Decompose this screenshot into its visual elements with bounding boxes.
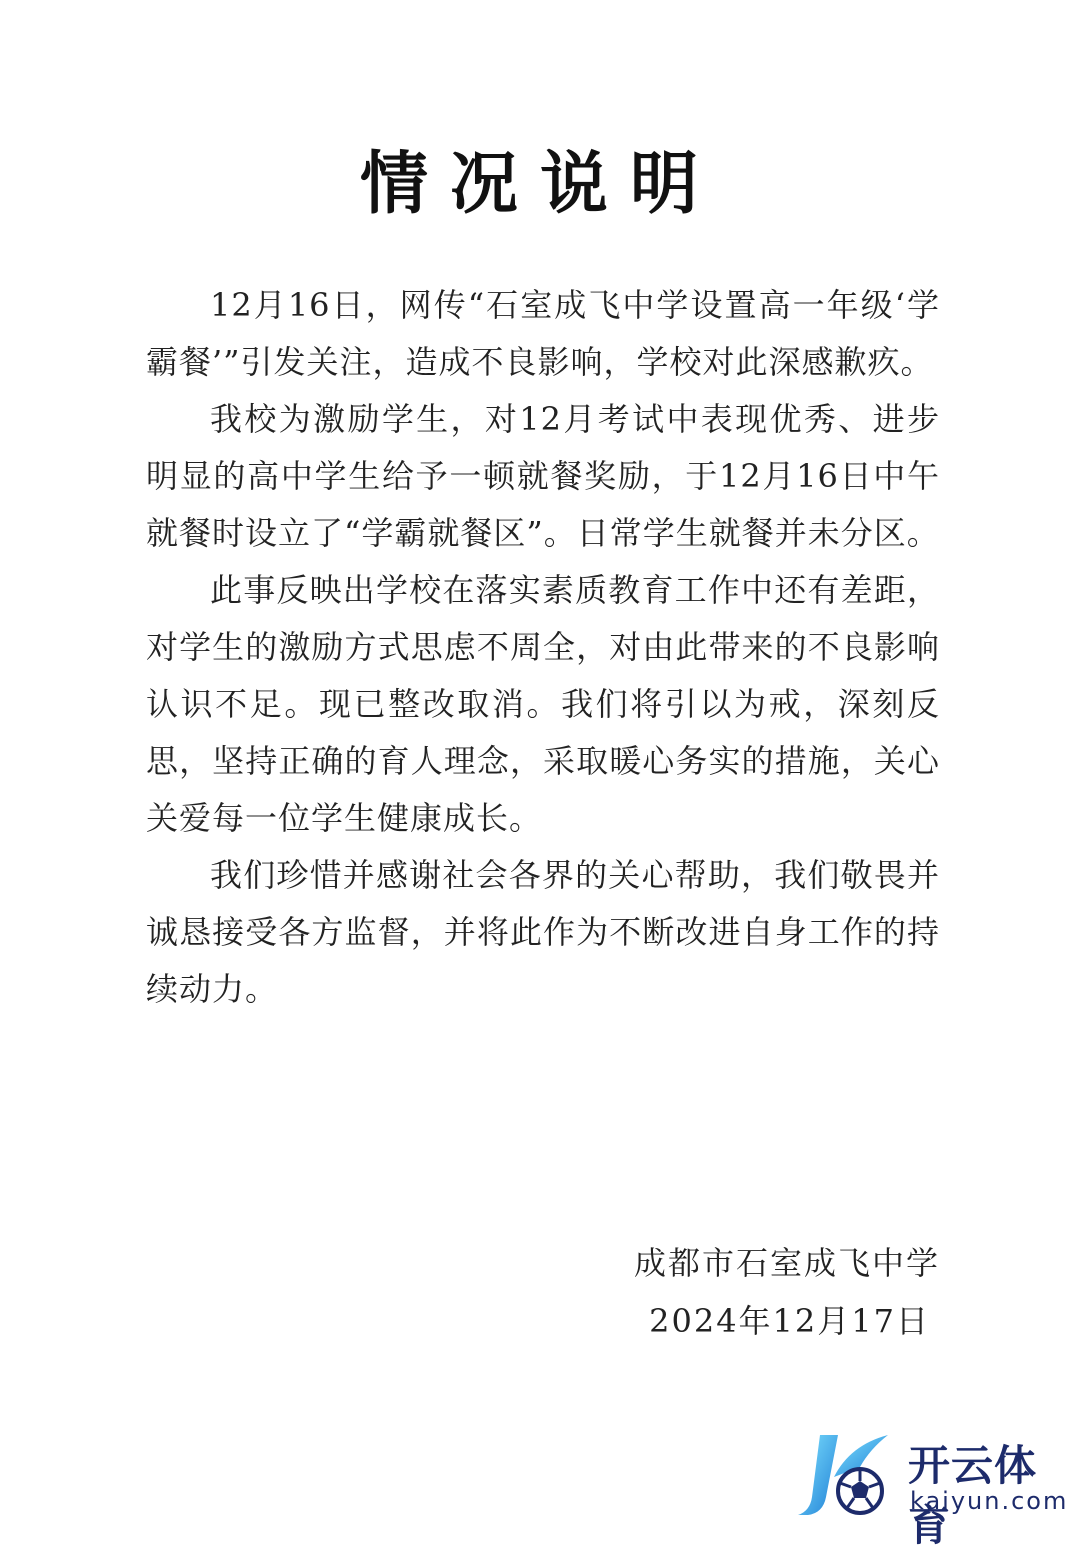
signature-organization: 成都市石室成飞中学 [633, 1244, 940, 1282]
watermark-url: kaiyun.com [910, 1487, 1069, 1515]
k-soccer-ball-logo-icon [790, 1427, 900, 1522]
paragraph-4: 我们珍惜并感谢社会各界的关心帮助，我们敬畏并诚恳接受各方监督，并将此作为不断改进自身工作的持续动力。 [146, 856, 940, 1008]
watermark-brand: 开云体育 [908, 1441, 1038, 1550]
watermark [790, 1425, 1075, 1550]
page-title: 情况说明 [359, 145, 720, 224]
paragraph-2: 我校为激励学生，对12月考试中表现优秀、进步明显的高中学生给予一顿就餐奖励，于12月16日中午就餐时设立了“学霸就餐区”。日常学生就餐并未分区。 [146, 400, 940, 552]
paragraph-1: 12月16日，网传“石室成飞中学设置高一年级‘学霸餐’”引发关注，造成不良影响，学校对此深感歉疚。 [146, 286, 940, 381]
document-body [146, 277, 940, 1018]
paragraph-3: 此事反映出学校在落实素质教育工作中还有差距，对学生的激励方式思虑不周全，对由此带来的不良影响认识不足。现已整改取消。我们将引以为戒，深刻反思，坚持正确的育人理念，采取暖心务实的措施，关心关爱每一位学生健康成长。 [146, 571, 940, 837]
signature-date: 2024年12月17日 [649, 1302, 930, 1340]
